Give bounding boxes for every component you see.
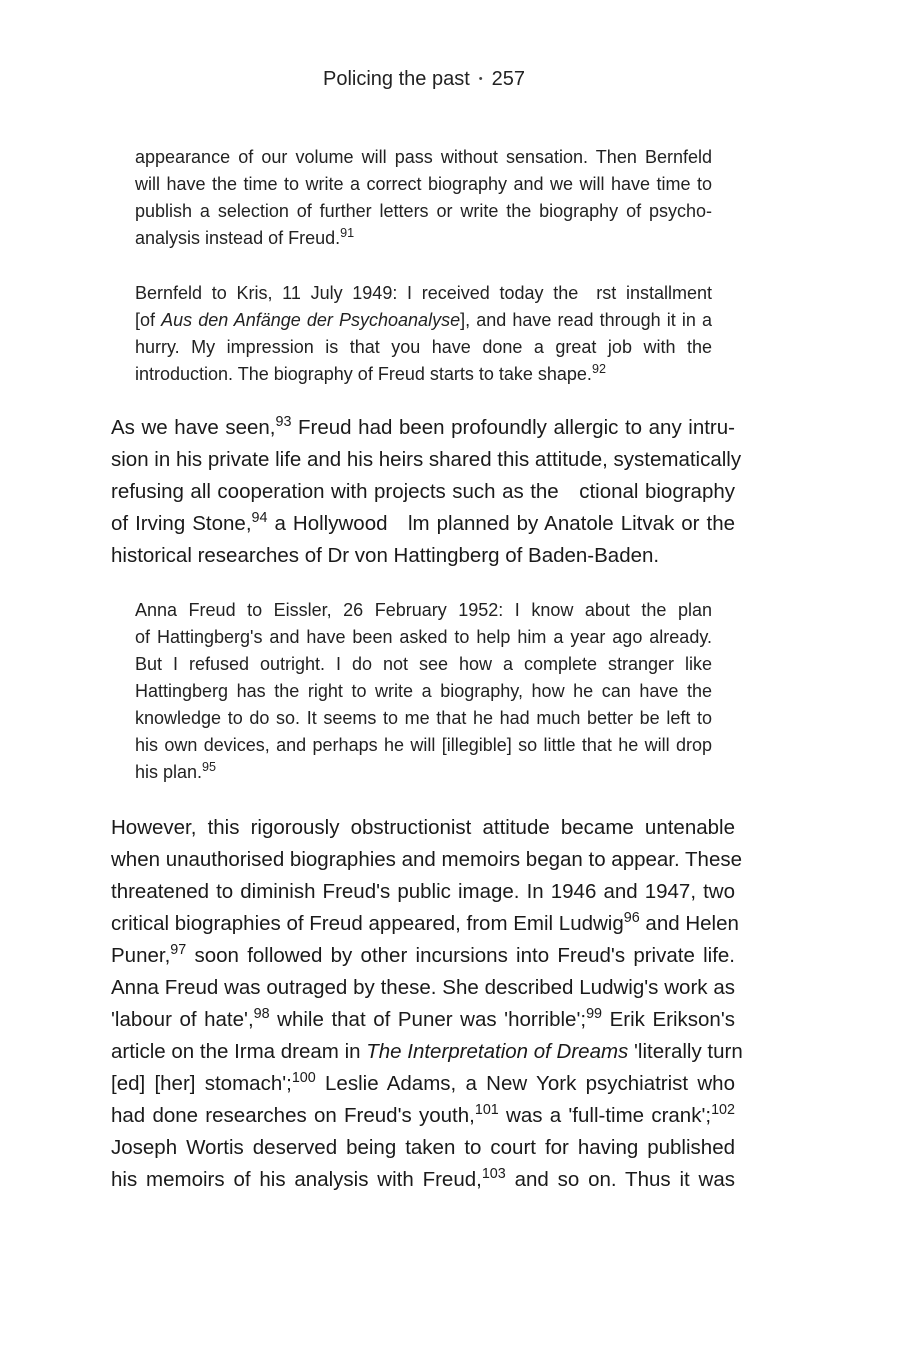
header-separator: • <box>478 73 483 85</box>
quote-line: Hattingberg has the right to write a biography, how he can have the <box>135 681 712 701</box>
footnote-ref: 93 <box>275 414 292 431</box>
running-title: Policing the past <box>323 68 470 90</box>
text-line: sion in his private life and his heirs shared this attitude, systematically <box>111 448 742 471</box>
block-quote-2 <box>135 280 712 388</box>
book-title: The Interpretation of Dreams <box>366 1040 629 1063</box>
book-title: Aus den Anfänge der Psychoanalyse <box>161 310 461 330</box>
footnote-ref: 92 <box>591 362 606 377</box>
paragraph-1 <box>111 412 742 572</box>
text-line: historical researches of Dr von Hattingberg of Baden-Baden. <box>111 544 660 567</box>
footnote-ref: 96 <box>623 910 640 927</box>
quote-line: knowledge to do so. It seems to me that he had much better be left to <box>135 708 712 728</box>
text-line: his memoirs of his analysis with Freud,$^{103}$ and so on. Thus it was <box>111 1166 735 1191</box>
text-line: had done researches on Freud's youth,$^{101}$ was a 'full-time crank';$^{102}$ <box>111 1102 735 1127</box>
quote-line: introduction. The biography of Freud starts to take shape.$^{92}$ <box>135 362 606 384</box>
text-line: threatened to diminish Freud's public image. In 1946 and 1947, two <box>111 880 735 903</box>
footnote-ref: 94 <box>251 510 268 527</box>
running-header <box>0 68 848 91</box>
quote-line: appearance of our volume will pass without sensation. Then Bernfeld <box>135 147 712 167</box>
text-line: [ed] [her] stomach';$^{100}$ Leslie Adams, a New York psychiatrist who <box>111 1070 735 1095</box>
footnote-ref: 95 <box>202 760 217 775</box>
text-line: critical biographies of Freud appeared, from Emil Ludwig$^{96}$ and Helen <box>111 910 739 935</box>
quote-line: his own devices, and perhaps he will [illegible] so little that he will drop <box>135 735 712 755</box>
footnote-ref: 100 <box>291 1070 316 1087</box>
quote-line: Anna Freud to Eissler, 26 February 1952: I know about the plan <box>135 600 712 620</box>
text-line: Puner,$^{97}$ soon followed by other incursions into Freud's private life. <box>111 942 735 967</box>
quote-line: [of Aus den Anfänge der Psychoanalyse], and have read through it in a <box>135 310 713 330</box>
text-line: refusing all cooperation with projects such as the ctional biography <box>111 480 735 503</box>
quote-line: But I refused outright. I do not see how a complete stranger like <box>135 654 712 674</box>
quote-line: publish a selection of further letters or write the biography of psycho- <box>135 201 712 221</box>
text-line: Anna Freud was outraged by these. She described Ludwig's work as <box>111 976 735 999</box>
text-line: article on the Irma dream in The Interpretation of Dreams 'literally turn <box>111 1040 743 1063</box>
footnote-ref: 91 <box>340 226 355 241</box>
text-line: when unauthorised biographies and memoirs began to appear. These <box>111 848 742 871</box>
footnote-ref: 99 <box>586 1006 603 1023</box>
footnote-ref: 97 <box>170 942 187 959</box>
text-line: 'labour of hate',$^{98}$ while that of Puner was 'horrible';$^{99}$ Erik Erikson's <box>111 1006 735 1031</box>
footnote-ref: 102 <box>711 1102 735 1119</box>
quote-line: hurry. My impression is that you have done a great job with the <box>135 337 712 357</box>
text-line: of Irving Stone,$^{94}$ a Hollywood lm planned by Anatole Litvak or the <box>111 510 735 535</box>
block-quote-3 <box>135 597 712 786</box>
quote-line: of Hattingberg's and have been asked to help him a year ago already. <box>135 627 712 647</box>
quote-line: his plan.$^{95}$ <box>135 760 217 782</box>
paragraph-2 <box>111 812 743 1196</box>
footnote-ref: 98 <box>253 1006 270 1023</box>
block-quote-1 <box>135 144 712 252</box>
page-number: 257 <box>491 68 525 90</box>
text-line: Joseph Wortis deserved being taken to court for having published <box>111 1136 735 1159</box>
text-line: As we have seen,$^{93}$ Freud had been profoundly allergic to any intru- <box>111 414 735 439</box>
footnote-ref: 101 <box>474 1102 499 1119</box>
footnote-ref: 103 <box>481 1166 506 1183</box>
quote-line: will have the time to write a correct biography and we will have time to <box>135 174 712 194</box>
text-line: However, this rigorously obstructionist attitude became untenable <box>111 816 735 839</box>
quote-line: analysis instead of Freud.$^{91}$ <box>135 226 355 248</box>
quote-line: Bernfeld to Kris, 11 July 1949: I received today the rst installment <box>135 283 712 303</box>
